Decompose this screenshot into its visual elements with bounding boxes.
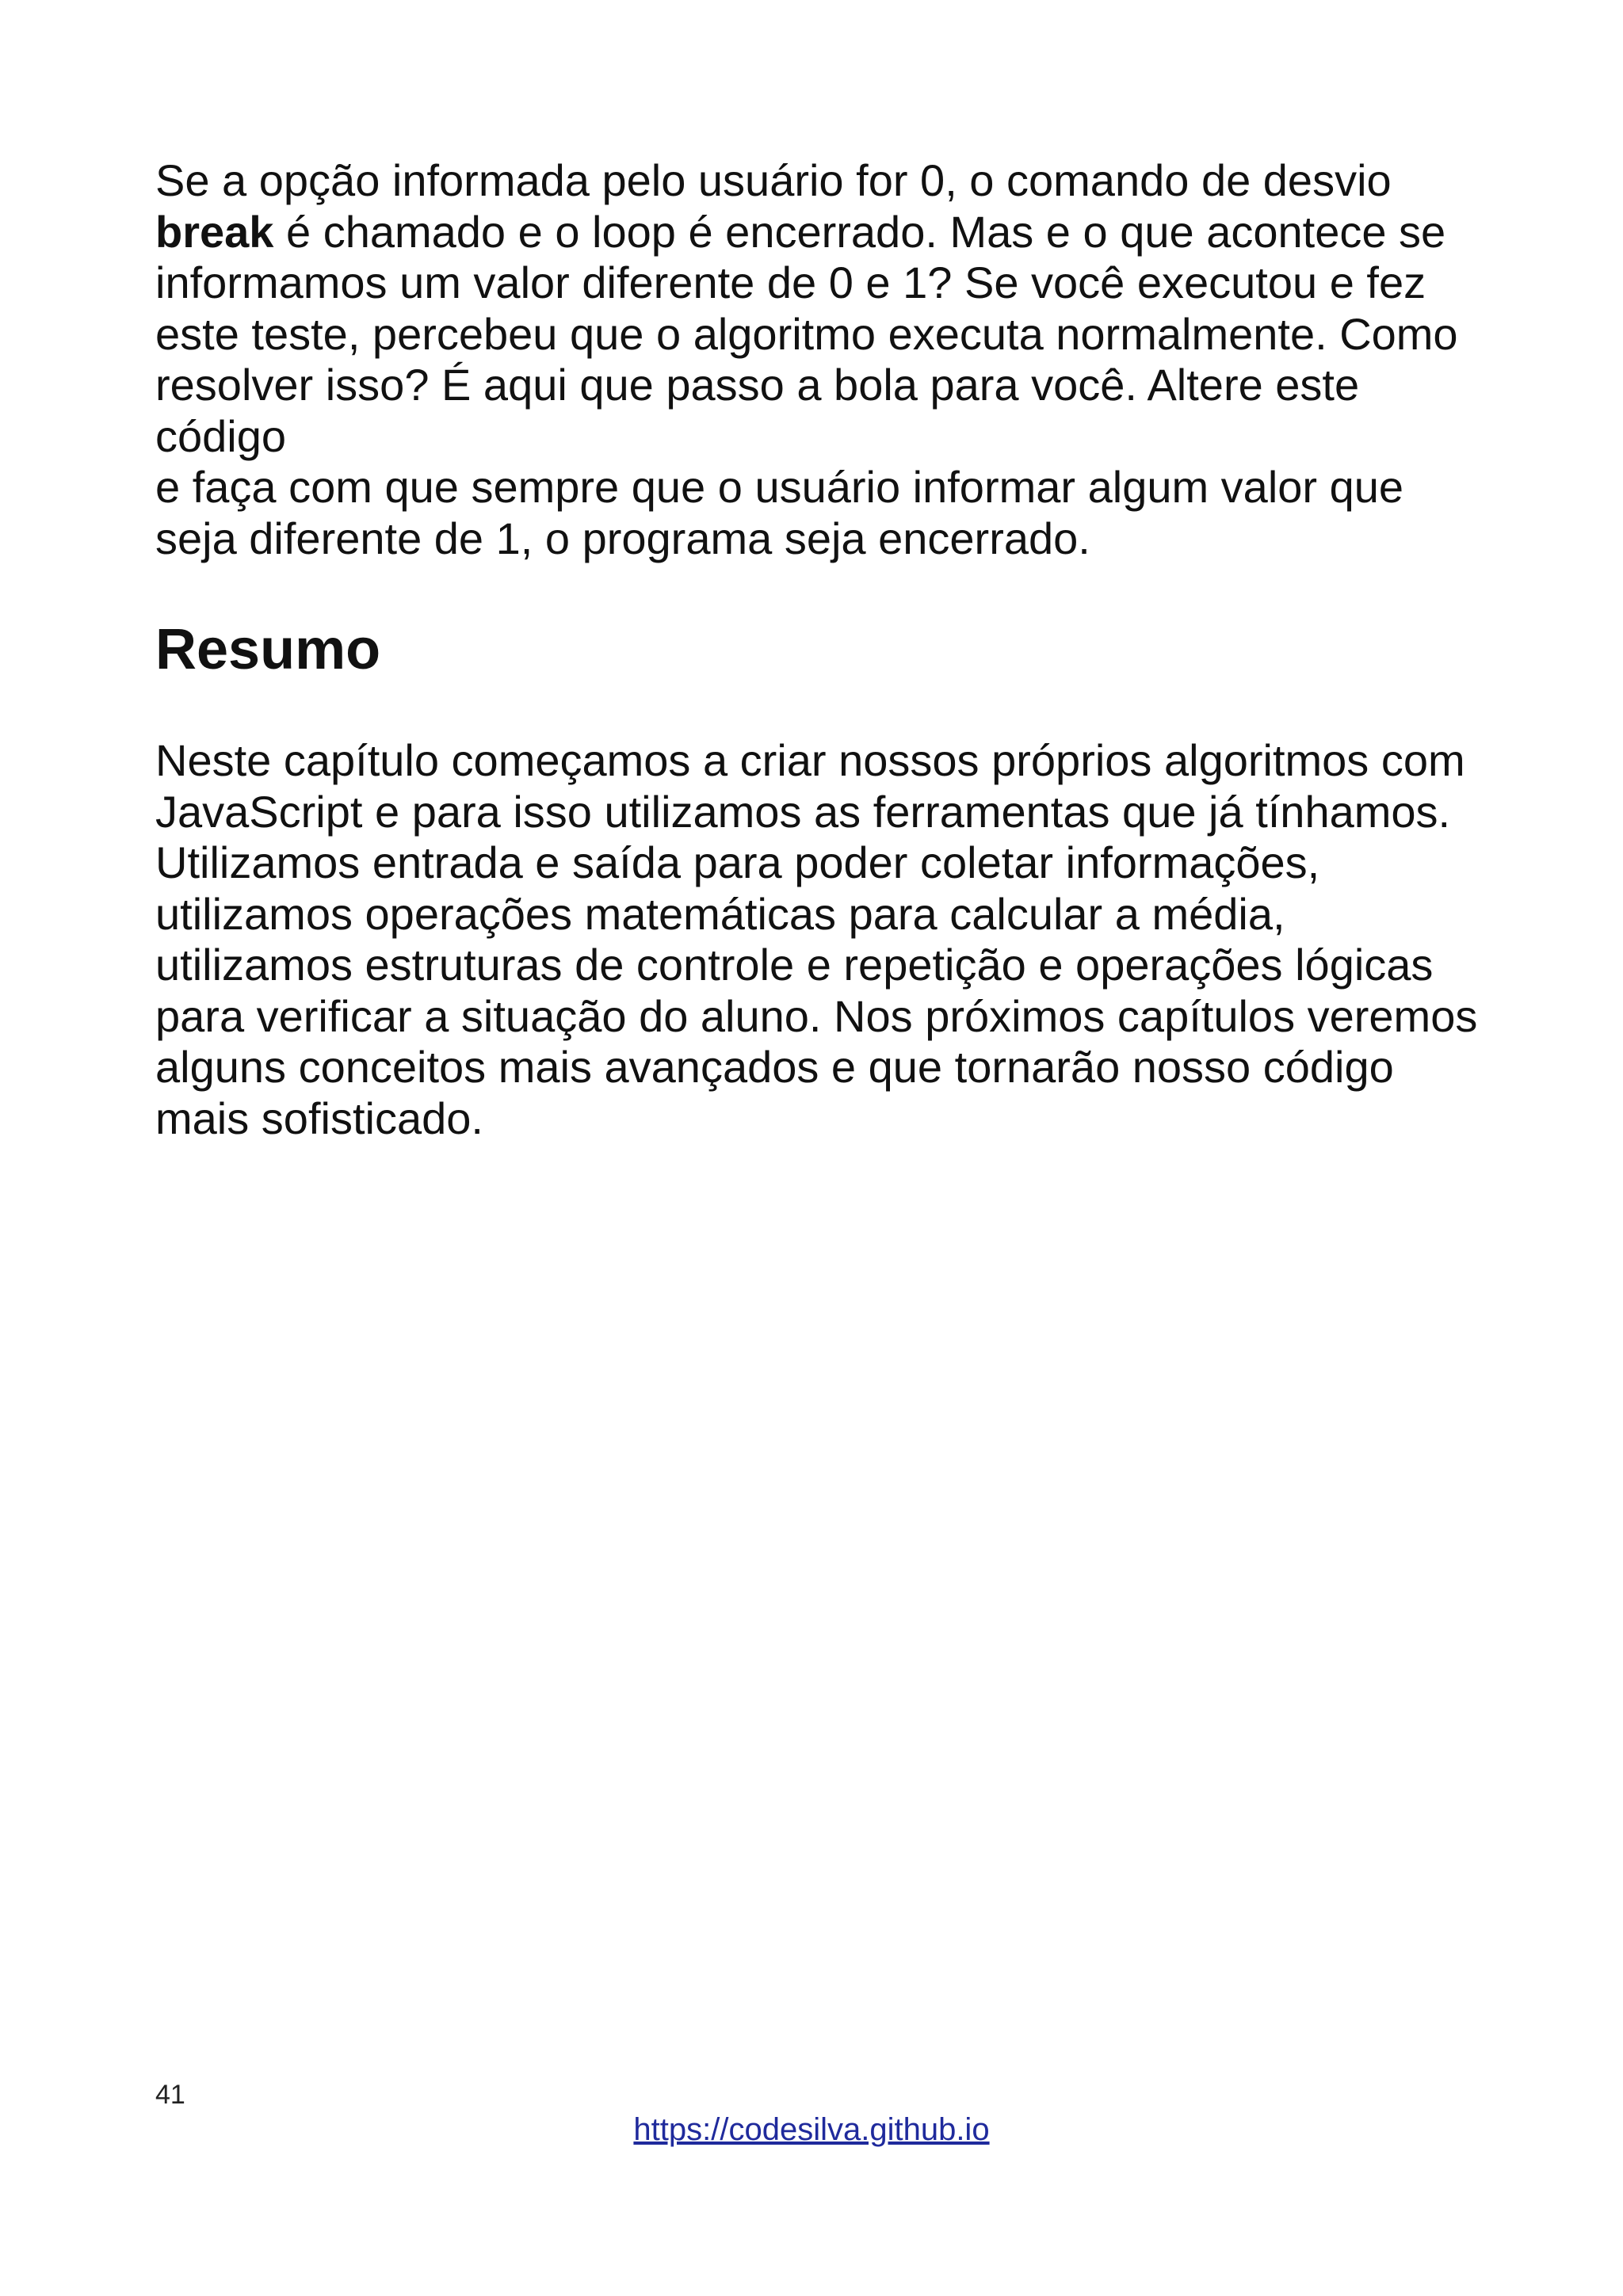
- paragraph-1-text-end: é chamado e o loop é encerrado. Mas e o que acontece se informamos um valor diferente de 0 e 1? Se você executou e fez este teste, percebeu que o algoritmo executa normalmente. Como resolver isso? É aqui que passo a bola para você. Altere este código e faça com que sempre que o usuário informar algum valor que seja diferente de 1, o programa seja encerrado.: [155, 206, 1458, 563]
- section-heading-resumo: Resumo: [155, 618, 381, 681]
- body-paragraph-2: Neste capítulo começamos a criar nossos próprios algoritmos com JavaScript e para isso utilizamos as ferramentas que já tínhamos. Utilizamos entrada e saída para poder coletar informações, utilizamos operações matemáticas para calcular a média, utilizamos estruturas de controle e repetição e operações lógicas para verificar a situação do aluno. Nos próximos capítulos veremos alguns conceitos mais avançados e que tornarão nosso código mais sofisticado.: [155, 735, 1478, 1143]
- page-number: 41: [155, 2080, 185, 2110]
- footer-website-link[interactable]: https://codesilva.github.io: [633, 2112, 990, 2147]
- body-paragraph-1: [155, 155, 1495, 564]
- paragraph-1-text-start: Se a opção informada pelo usuário for 0, o comando de desvio: [155, 155, 1392, 205]
- footer: [0, 2111, 1623, 2149]
- keyword-break: break: [155, 206, 274, 257]
